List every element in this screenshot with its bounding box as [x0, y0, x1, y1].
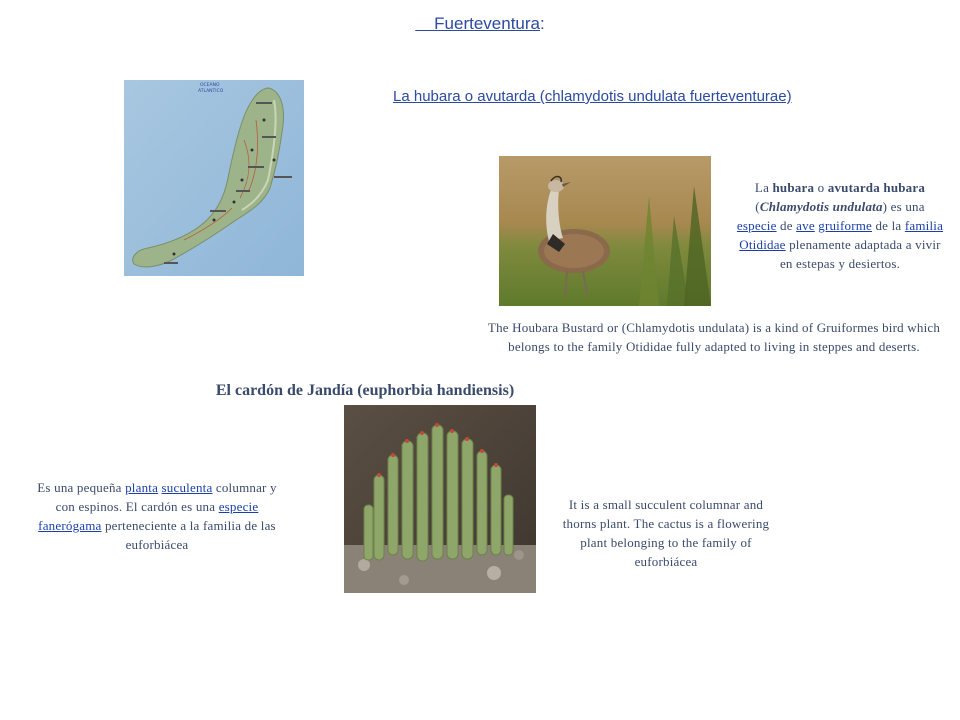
text-fragment: La — [754, 180, 770, 195]
title-link[interactable]: Fuerteventura — [434, 14, 540, 33]
text-fragment: de — [780, 218, 793, 233]
map-ocean-label-2: ATLANTICO — [198, 89, 224, 94]
cardon-cactus-photo — [344, 405, 536, 593]
bold-term: avutarda hubara — [827, 180, 926, 195]
text-fragment: perteneciente a la familia de las euforbiácea — [104, 518, 276, 552]
map-ocean-label-1: OCEANO — [200, 83, 220, 88]
text-fragment: ) es una — [882, 199, 925, 214]
title-colon: : — [540, 14, 545, 33]
link-suculenta[interactable]: suculenta — [161, 480, 213, 495]
bold-term: hubara — [772, 180, 815, 195]
link-ave[interactable]: ave — [796, 218, 815, 233]
cardon-description-en: It is a small succulent columnar and thorns plant. The cactus is a flowering plant belonging to the family of euforbiácea — [562, 497, 770, 569]
link-otididae[interactable]: Otididae — [739, 237, 786, 252]
cardon-description-es — [28, 478, 286, 554]
text-fragment: o — [817, 180, 825, 195]
text-fragment: ( — [755, 199, 760, 214]
link-familia[interactable]: familia — [904, 218, 944, 233]
link-fanerogama[interactable]: fanerógama — [38, 518, 102, 533]
hubara-description-en: The Houbara Bustard or (Chlamydotis undulata) is a kind of Gruiformes bird which belongs to the family Otididae fully adapted to living in steppes and deserts. — [487, 320, 941, 354]
link-planta[interactable]: planta — [125, 480, 159, 495]
houbara-bustard-photo — [499, 156, 711, 306]
text-fragment: plenamente adaptada a vivir en estepas y desiertos. — [779, 237, 941, 271]
scientific-name: Chlamydotis undulata — [759, 199, 883, 214]
link-especie[interactable]: especie — [736, 218, 777, 233]
hubara-heading[interactable]: La hubara o avutarda (chlamydotis undulata fuerteventurae) — [393, 88, 792, 105]
link-especie-cardon[interactable]: especie — [218, 499, 259, 514]
map-graphic — [124, 80, 304, 276]
text-fragment: de la — [875, 218, 902, 233]
text-fragment: columnar y con espinos. El cardón es una — [55, 480, 277, 514]
cardon-heading: El cardón de Jandía (euphorbia handiensis) — [215, 382, 515, 399]
text-fragment: Es una pequeña — [37, 480, 122, 495]
page-title — [0, 14, 960, 34]
cactus-graphic — [344, 405, 536, 593]
fuerteventura-map-image — [124, 80, 304, 276]
hubara-description-es — [734, 178, 946, 273]
bird-graphic — [499, 156, 711, 306]
link-gruiforme[interactable]: gruiforme — [818, 218, 873, 233]
